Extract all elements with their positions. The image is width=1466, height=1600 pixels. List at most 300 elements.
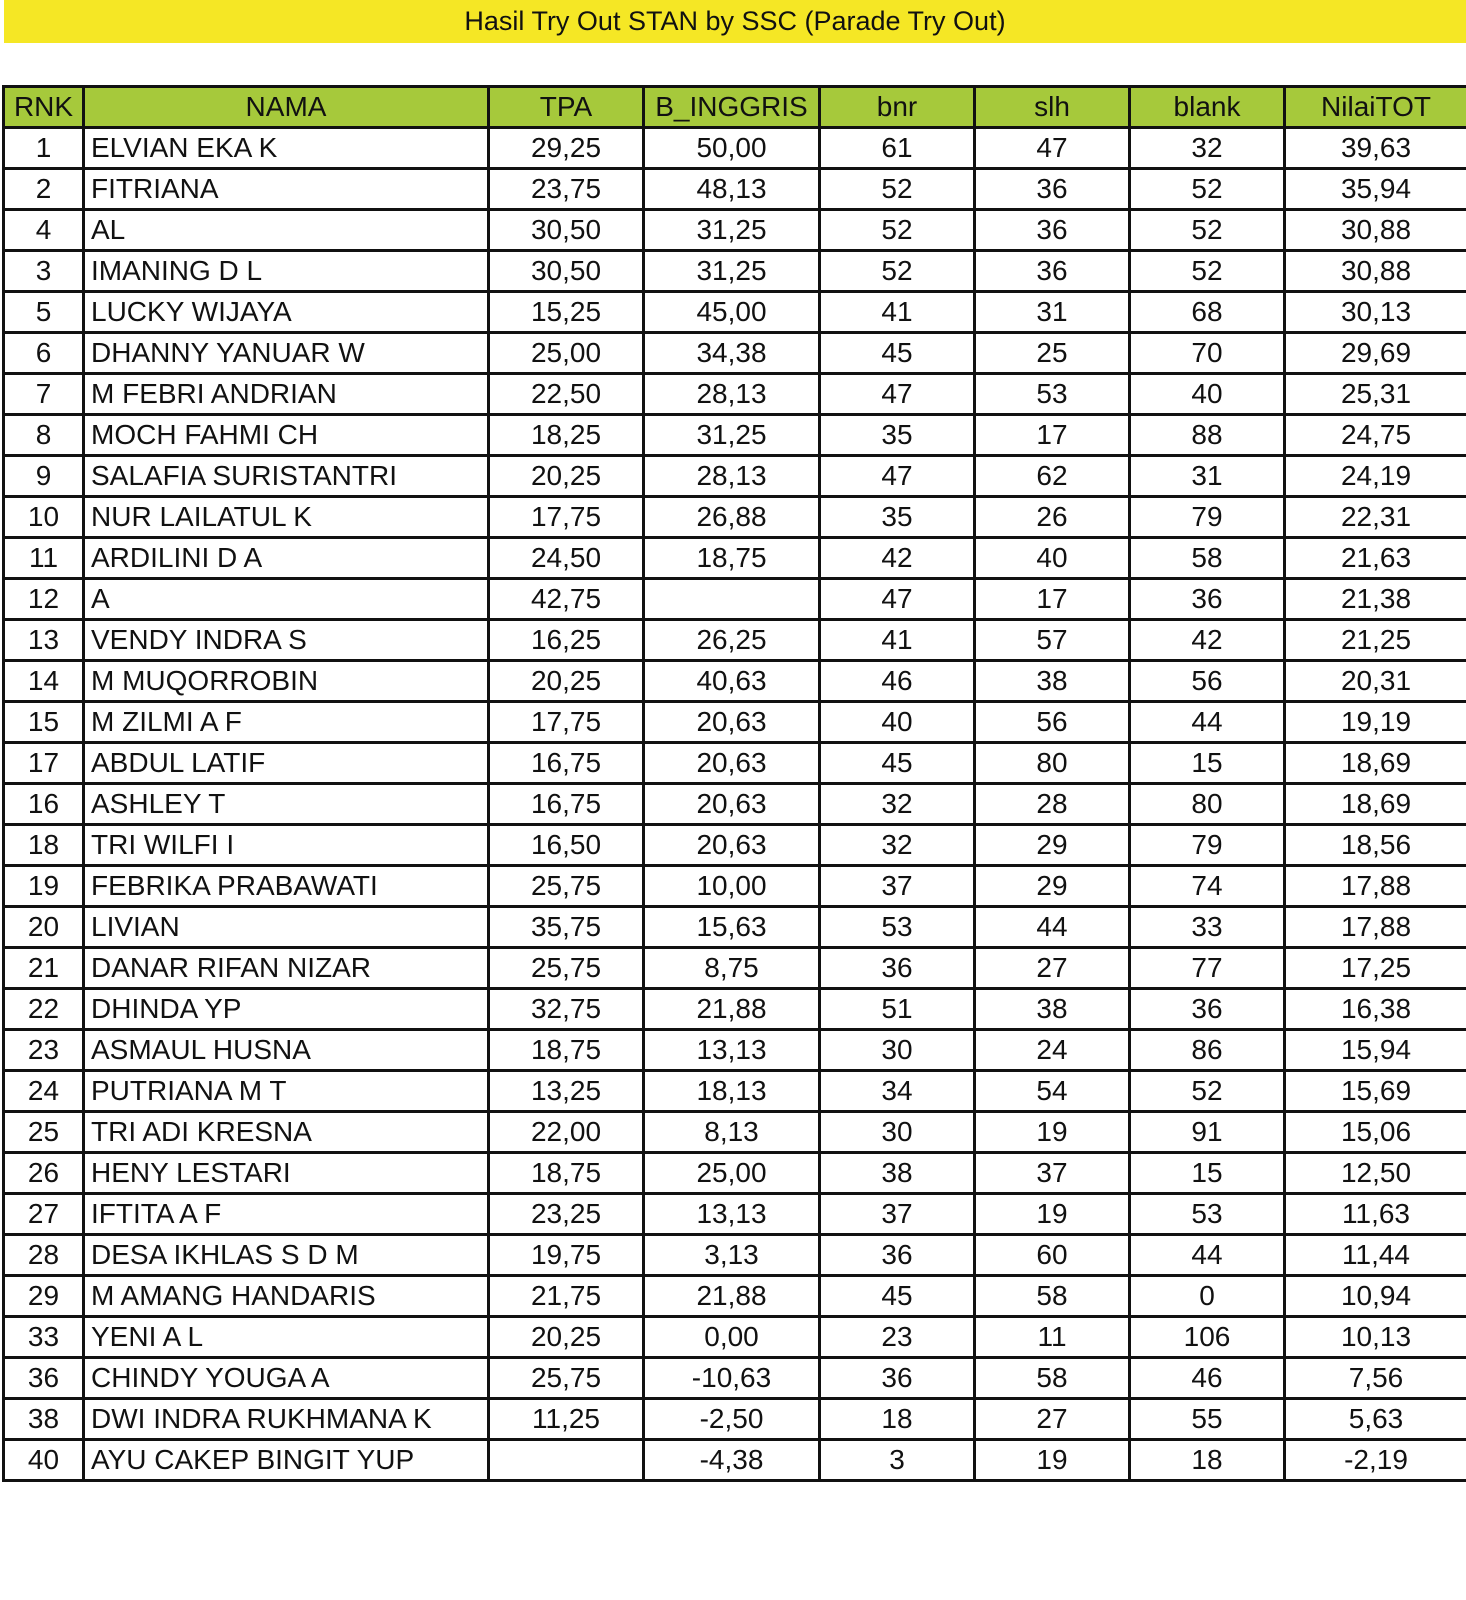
- cell-bnr: 36: [820, 1235, 975, 1276]
- table-row: [4, 456, 1466, 497]
- cell-nilaitot: 19,19: [1285, 702, 1466, 743]
- cell-b-inggris: -2,50: [644, 1399, 820, 1440]
- cell-bnr: 42: [820, 538, 975, 579]
- cell-tpa: 13,25: [489, 1071, 644, 1112]
- cell-nilaitot: 11,63: [1285, 1194, 1466, 1235]
- cell-slh: 37: [975, 1153, 1130, 1194]
- cell-blank: 80: [1130, 784, 1285, 825]
- table-row: [4, 1235, 1466, 1276]
- cell-blank: 44: [1130, 702, 1285, 743]
- cell-blank: 42: [1130, 620, 1285, 661]
- cell-bnr: 36: [820, 1358, 975, 1399]
- cell-slh: 40: [975, 538, 1130, 579]
- cell-blank: 32: [1130, 128, 1285, 169]
- cell-tpa: 11,25: [489, 1399, 644, 1440]
- cell-nilaitot: 17,88: [1285, 907, 1466, 948]
- cell-blank: 55: [1130, 1399, 1285, 1440]
- cell-bnr: 18: [820, 1399, 975, 1440]
- cell-blank: 44: [1130, 1235, 1285, 1276]
- table-row: [4, 538, 1466, 579]
- cell-rnk: 11: [4, 538, 84, 579]
- cell-rnk: 19: [4, 866, 84, 907]
- table-row: [4, 784, 1466, 825]
- cell-bnr: 37: [820, 1194, 975, 1235]
- table-body: [4, 128, 1466, 1481]
- cell-slh: 27: [975, 1399, 1130, 1440]
- cell-blank: 15: [1130, 1153, 1285, 1194]
- cell-bnr: 45: [820, 1276, 975, 1317]
- page-title: Hasil Try Out STAN by SSC (Parade Try Out): [464, 6, 1006, 36]
- table-row: [4, 128, 1466, 169]
- cell-nama: IFTITA A F: [84, 1194, 489, 1235]
- cell-bnr: 51: [820, 989, 975, 1030]
- table-row: [4, 907, 1466, 948]
- cell-nama: ABDUL LATIF: [84, 743, 489, 784]
- cell-tpa: 19,75: [489, 1235, 644, 1276]
- cell-nilaitot: 22,31: [1285, 497, 1466, 538]
- header-rnk: RNK: [4, 87, 84, 128]
- cell-slh: 24: [975, 1030, 1130, 1071]
- cell-slh: 36: [975, 210, 1130, 251]
- cell-blank: 56: [1130, 661, 1285, 702]
- cell-blank: 18: [1130, 1440, 1285, 1481]
- cell-tpa: 20,25: [489, 1317, 644, 1358]
- cell-rnk: 4: [4, 210, 84, 251]
- table-row: [4, 743, 1466, 784]
- cell-nama: M ZILMI A F: [84, 702, 489, 743]
- cell-slh: 57: [975, 620, 1130, 661]
- cell-nilaitot: 25,31: [1285, 374, 1466, 415]
- table-row: [4, 169, 1466, 210]
- cell-rnk: 18: [4, 825, 84, 866]
- cell-b-inggris: -4,38: [644, 1440, 820, 1481]
- cell-tpa: 25,75: [489, 1358, 644, 1399]
- cell-nilaitot: 10,94: [1285, 1276, 1466, 1317]
- cell-blank: 53: [1130, 1194, 1285, 1235]
- cell-nilaitot: 21,38: [1285, 579, 1466, 620]
- cell-blank: 91: [1130, 1112, 1285, 1153]
- cell-tpa: 24,50: [489, 538, 644, 579]
- cell-slh: 38: [975, 661, 1130, 702]
- cell-tpa: 22,00: [489, 1112, 644, 1153]
- cell-slh: 31: [975, 292, 1130, 333]
- cell-blank: 70: [1130, 333, 1285, 374]
- cell-nama: LIVIAN: [84, 907, 489, 948]
- cell-b-inggris: 21,88: [644, 1276, 820, 1317]
- cell-nilaitot: 18,69: [1285, 784, 1466, 825]
- header-row: [4, 87, 1466, 128]
- cell-b-inggris: 34,38: [644, 333, 820, 374]
- cell-bnr: 32: [820, 784, 975, 825]
- cell-b-inggris: 45,00: [644, 292, 820, 333]
- cell-nilaitot: 11,44: [1285, 1235, 1466, 1276]
- cell-rnk: 40: [4, 1440, 84, 1481]
- cell-nama: CHINDY YOUGA A: [84, 1358, 489, 1399]
- cell-b-inggris: 20,63: [644, 825, 820, 866]
- cell-b-inggris: 40,63: [644, 661, 820, 702]
- header-slh: slh: [975, 87, 1130, 128]
- cell-tpa: 29,25: [489, 128, 644, 169]
- cell-tpa: 23,75: [489, 169, 644, 210]
- cell-tpa: 25,00: [489, 333, 644, 374]
- cell-rnk: 25: [4, 1112, 84, 1153]
- cell-nilaitot: 30,13: [1285, 292, 1466, 333]
- cell-rnk: 2: [4, 169, 84, 210]
- cell-tpa: 15,25: [489, 292, 644, 333]
- results-table: [2, 85, 1466, 1482]
- cell-rnk: 10: [4, 497, 84, 538]
- cell-slh: 60: [975, 1235, 1130, 1276]
- cell-rnk: 21: [4, 948, 84, 989]
- cell-rnk: 12: [4, 579, 84, 620]
- cell-b-inggris: 18,75: [644, 538, 820, 579]
- table-row: [4, 333, 1466, 374]
- cell-tpa: 22,50: [489, 374, 644, 415]
- cell-bnr: 37: [820, 866, 975, 907]
- cell-slh: 47: [975, 128, 1130, 169]
- cell-rnk: 17: [4, 743, 84, 784]
- table-row: [4, 825, 1466, 866]
- cell-tpa: 20,25: [489, 661, 644, 702]
- cell-nilaitot: 29,69: [1285, 333, 1466, 374]
- cell-blank: 36: [1130, 989, 1285, 1030]
- cell-bnr: 53: [820, 907, 975, 948]
- cell-tpa: 35,75: [489, 907, 644, 948]
- cell-tpa: 16,50: [489, 825, 644, 866]
- cell-nilaitot: 39,63: [1285, 128, 1466, 169]
- cell-slh: 25: [975, 333, 1130, 374]
- table-row: [4, 292, 1466, 333]
- cell-b-inggris: 26,25: [644, 620, 820, 661]
- table-row: [4, 251, 1466, 292]
- header-blank: blank: [1130, 87, 1285, 128]
- header-nama: NAMA: [84, 87, 489, 128]
- cell-nilaitot: 24,75: [1285, 415, 1466, 456]
- table-row: [4, 415, 1466, 456]
- cell-b-inggris: 28,13: [644, 456, 820, 497]
- cell-nama: VENDY INDRA S: [84, 620, 489, 661]
- cell-slh: 58: [975, 1276, 1130, 1317]
- cell-b-inggris: 13,13: [644, 1030, 820, 1071]
- cell-nilaitot: 10,13: [1285, 1317, 1466, 1358]
- cell-tpa: 30,50: [489, 251, 644, 292]
- cell-rnk: 38: [4, 1399, 84, 1440]
- cell-nilaitot: -2,19: [1285, 1440, 1466, 1481]
- table-row: [4, 1276, 1466, 1317]
- cell-b-inggris: 26,88: [644, 497, 820, 538]
- cell-slh: 62: [975, 456, 1130, 497]
- cell-slh: 19: [975, 1112, 1130, 1153]
- cell-tpa: 32,75: [489, 989, 644, 1030]
- cell-nilaitot: 30,88: [1285, 210, 1466, 251]
- cell-bnr: 52: [820, 210, 975, 251]
- cell-nama: ELVIAN EKA K: [84, 128, 489, 169]
- header-nilaitot: NilaiTOT: [1285, 87, 1466, 128]
- cell-blank: 79: [1130, 497, 1285, 538]
- cell-rnk: 36: [4, 1358, 84, 1399]
- cell-nama: IMANING D L: [84, 251, 489, 292]
- table-row: [4, 210, 1466, 251]
- cell-rnk: 16: [4, 784, 84, 825]
- cell-bnr: 47: [820, 374, 975, 415]
- cell-b-inggris: 10,00: [644, 866, 820, 907]
- cell-b-inggris: -10,63: [644, 1358, 820, 1399]
- cell-nama: TRI WILFI I: [84, 825, 489, 866]
- cell-nama: DHANNY YANUAR W: [84, 333, 489, 374]
- cell-nilaitot: 18,56: [1285, 825, 1466, 866]
- cell-bnr: 45: [820, 333, 975, 374]
- cell-bnr: 35: [820, 497, 975, 538]
- cell-nilaitot: 24,19: [1285, 456, 1466, 497]
- cell-nama: M FEBRI ANDRIAN: [84, 374, 489, 415]
- cell-rnk: 24: [4, 1071, 84, 1112]
- results-table-container: [2, 85, 1466, 1482]
- cell-slh: 36: [975, 251, 1130, 292]
- cell-nilaitot: 17,88: [1285, 866, 1466, 907]
- cell-bnr: 38: [820, 1153, 975, 1194]
- cell-b-inggris: 25,00: [644, 1153, 820, 1194]
- cell-b-inggris: 3,13: [644, 1235, 820, 1276]
- cell-blank: 31: [1130, 456, 1285, 497]
- cell-nilaitot: 7,56: [1285, 1358, 1466, 1399]
- cell-bnr: 30: [820, 1112, 975, 1153]
- cell-nilaitot: 18,69: [1285, 743, 1466, 784]
- cell-blank: 88: [1130, 415, 1285, 456]
- cell-bnr: 32: [820, 825, 975, 866]
- cell-bnr: 61: [820, 128, 975, 169]
- cell-bnr: 36: [820, 948, 975, 989]
- cell-rnk: 6: [4, 333, 84, 374]
- cell-blank: 36: [1130, 579, 1285, 620]
- cell-blank: 33: [1130, 907, 1285, 948]
- cell-blank: 46: [1130, 1358, 1285, 1399]
- cell-tpa: 42,75: [489, 579, 644, 620]
- table-row: [4, 1358, 1466, 1399]
- cell-blank: 58: [1130, 538, 1285, 579]
- table-row: [4, 497, 1466, 538]
- cell-b-inggris: 20,63: [644, 702, 820, 743]
- cell-tpa: 16,75: [489, 743, 644, 784]
- cell-b-inggris: 20,63: [644, 743, 820, 784]
- cell-b-inggris: [644, 579, 820, 620]
- table-row: [4, 948, 1466, 989]
- cell-blank: 52: [1130, 210, 1285, 251]
- cell-slh: 11: [975, 1317, 1130, 1358]
- cell-tpa: 20,25: [489, 456, 644, 497]
- cell-b-inggris: 0,00: [644, 1317, 820, 1358]
- cell-nilaitot: 30,88: [1285, 251, 1466, 292]
- cell-nilaitot: 21,63: [1285, 538, 1466, 579]
- cell-rnk: 3: [4, 251, 84, 292]
- table-row: [4, 579, 1466, 620]
- cell-tpa: 16,75: [489, 784, 644, 825]
- cell-b-inggris: 8,75: [644, 948, 820, 989]
- header-b-inggris: B_INGGRIS: [644, 87, 820, 128]
- cell-nama: ASHLEY T: [84, 784, 489, 825]
- cell-slh: 28: [975, 784, 1130, 825]
- cell-blank: 0: [1130, 1276, 1285, 1317]
- cell-b-inggris: 31,25: [644, 251, 820, 292]
- cell-rnk: 28: [4, 1235, 84, 1276]
- cell-bnr: 34: [820, 1071, 975, 1112]
- cell-nama: A: [84, 579, 489, 620]
- cell-blank: 74: [1130, 866, 1285, 907]
- cell-rnk: 20: [4, 907, 84, 948]
- cell-bnr: 47: [820, 456, 975, 497]
- cell-rnk: 8: [4, 415, 84, 456]
- table-row: [4, 374, 1466, 415]
- table-row: [4, 1194, 1466, 1235]
- cell-rnk: 9: [4, 456, 84, 497]
- cell-nama: HENY LESTARI: [84, 1153, 489, 1194]
- table-row: [4, 1317, 1466, 1358]
- cell-slh: 53: [975, 374, 1130, 415]
- cell-blank: 40: [1130, 374, 1285, 415]
- cell-nama: M MUQORROBIN: [84, 661, 489, 702]
- cell-tpa: 21,75: [489, 1276, 644, 1317]
- cell-nama: SALAFIA SURISTANTRI: [84, 456, 489, 497]
- cell-tpa: 23,25: [489, 1194, 644, 1235]
- table-header: [4, 87, 1466, 128]
- cell-bnr: 40: [820, 702, 975, 743]
- cell-nama: YENI A L: [84, 1317, 489, 1358]
- cell-nilaitot: 5,63: [1285, 1399, 1466, 1440]
- cell-b-inggris: 28,13: [644, 374, 820, 415]
- cell-bnr: 46: [820, 661, 975, 702]
- cell-bnr: 52: [820, 169, 975, 210]
- cell-blank: 86: [1130, 1030, 1285, 1071]
- cell-bnr: 52: [820, 251, 975, 292]
- cell-tpa: 18,75: [489, 1153, 644, 1194]
- cell-slh: 19: [975, 1194, 1130, 1235]
- cell-nilaitot: 15,06: [1285, 1112, 1466, 1153]
- cell-nilaitot: 16,38: [1285, 989, 1466, 1030]
- table-row: [4, 702, 1466, 743]
- cell-nilaitot: 21,25: [1285, 620, 1466, 661]
- header-bnr: bnr: [820, 87, 975, 128]
- cell-tpa: 18,25: [489, 415, 644, 456]
- cell-rnk: 1: [4, 128, 84, 169]
- table-row: [4, 866, 1466, 907]
- cell-b-inggris: 8,13: [644, 1112, 820, 1153]
- cell-slh: 19: [975, 1440, 1130, 1481]
- table-row: [4, 1112, 1466, 1153]
- cell-tpa: 18,75: [489, 1030, 644, 1071]
- cell-tpa: 25,75: [489, 948, 644, 989]
- header-tpa: TPA: [489, 87, 644, 128]
- cell-rnk: 23: [4, 1030, 84, 1071]
- cell-bnr: 45: [820, 743, 975, 784]
- table-row: [4, 1071, 1466, 1112]
- cell-tpa: 25,75: [489, 866, 644, 907]
- cell-nama: FEBRIKA PRABAWATI: [84, 866, 489, 907]
- cell-slh: 26: [975, 497, 1130, 538]
- cell-rnk: 15: [4, 702, 84, 743]
- cell-slh: 38: [975, 989, 1130, 1030]
- cell-b-inggris: 15,63: [644, 907, 820, 948]
- cell-nilaitot: 17,25: [1285, 948, 1466, 989]
- cell-b-inggris: 20,63: [644, 784, 820, 825]
- cell-b-inggris: 31,25: [644, 210, 820, 251]
- table-row: [4, 661, 1466, 702]
- cell-nilaitot: 35,94: [1285, 169, 1466, 210]
- cell-bnr: 41: [820, 620, 975, 661]
- cell-nama: TRI ADI KRESNA: [84, 1112, 489, 1153]
- cell-nama: DHINDA YP: [84, 989, 489, 1030]
- table-row: [4, 1440, 1466, 1481]
- cell-slh: 58: [975, 1358, 1130, 1399]
- cell-blank: 106: [1130, 1317, 1285, 1358]
- cell-nama: AYU CAKEP BINGIT YUP: [84, 1440, 489, 1481]
- cell-nama: DESA IKHLAS S D M: [84, 1235, 489, 1276]
- table-row: [4, 620, 1466, 661]
- cell-rnk: 22: [4, 989, 84, 1030]
- cell-slh: 17: [975, 579, 1130, 620]
- table-row: [4, 1153, 1466, 1194]
- cell-rnk: 27: [4, 1194, 84, 1235]
- cell-rnk: 13: [4, 620, 84, 661]
- cell-rnk: 29: [4, 1276, 84, 1317]
- cell-blank: 52: [1130, 169, 1285, 210]
- cell-bnr: 30: [820, 1030, 975, 1071]
- table-row: [4, 1399, 1466, 1440]
- cell-nama: DANAR RIFAN NIZAR: [84, 948, 489, 989]
- cell-slh: 29: [975, 825, 1130, 866]
- cell-nilaitot: 15,69: [1285, 1071, 1466, 1112]
- cell-nama: PUTRIANA M T: [84, 1071, 489, 1112]
- page-title-bar: [4, 0, 1466, 43]
- cell-b-inggris: 18,13: [644, 1071, 820, 1112]
- cell-rnk: 14: [4, 661, 84, 702]
- cell-nama: ASMAUL HUSNA: [84, 1030, 489, 1071]
- cell-nama: M AMANG HANDARIS: [84, 1276, 489, 1317]
- cell-nilaitot: 12,50: [1285, 1153, 1466, 1194]
- cell-slh: 29: [975, 866, 1130, 907]
- cell-blank: 77: [1130, 948, 1285, 989]
- cell-slh: 80: [975, 743, 1130, 784]
- cell-nama: DWI INDRA RUKHMANA K: [84, 1399, 489, 1440]
- table-row: [4, 1030, 1466, 1071]
- cell-blank: 52: [1130, 251, 1285, 292]
- cell-slh: 54: [975, 1071, 1130, 1112]
- cell-bnr: 47: [820, 579, 975, 620]
- cell-b-inggris: 31,25: [644, 415, 820, 456]
- cell-nama: MOCH FAHMI CH: [84, 415, 489, 456]
- cell-tpa: 16,25: [489, 620, 644, 661]
- cell-slh: 44: [975, 907, 1130, 948]
- cell-b-inggris: 21,88: [644, 989, 820, 1030]
- cell-nama: NUR LAILATUL K: [84, 497, 489, 538]
- cell-rnk: 26: [4, 1153, 84, 1194]
- cell-nama: ARDILINI D A: [84, 538, 489, 579]
- table-row: [4, 989, 1466, 1030]
- cell-nilaitot: 20,31: [1285, 661, 1466, 702]
- cell-nama: LUCKY WIJAYA: [84, 292, 489, 333]
- cell-bnr: 23: [820, 1317, 975, 1358]
- cell-nama: AL: [84, 210, 489, 251]
- cell-blank: 52: [1130, 1071, 1285, 1112]
- cell-nilaitot: 15,94: [1285, 1030, 1466, 1071]
- cell-blank: 68: [1130, 292, 1285, 333]
- cell-blank: 15: [1130, 743, 1285, 784]
- cell-b-inggris: 50,00: [644, 128, 820, 169]
- cell-slh: 56: [975, 702, 1130, 743]
- cell-b-inggris: 48,13: [644, 169, 820, 210]
- cell-rnk: 5: [4, 292, 84, 333]
- cell-bnr: 41: [820, 292, 975, 333]
- cell-nama: FITRIANA: [84, 169, 489, 210]
- cell-slh: 27: [975, 948, 1130, 989]
